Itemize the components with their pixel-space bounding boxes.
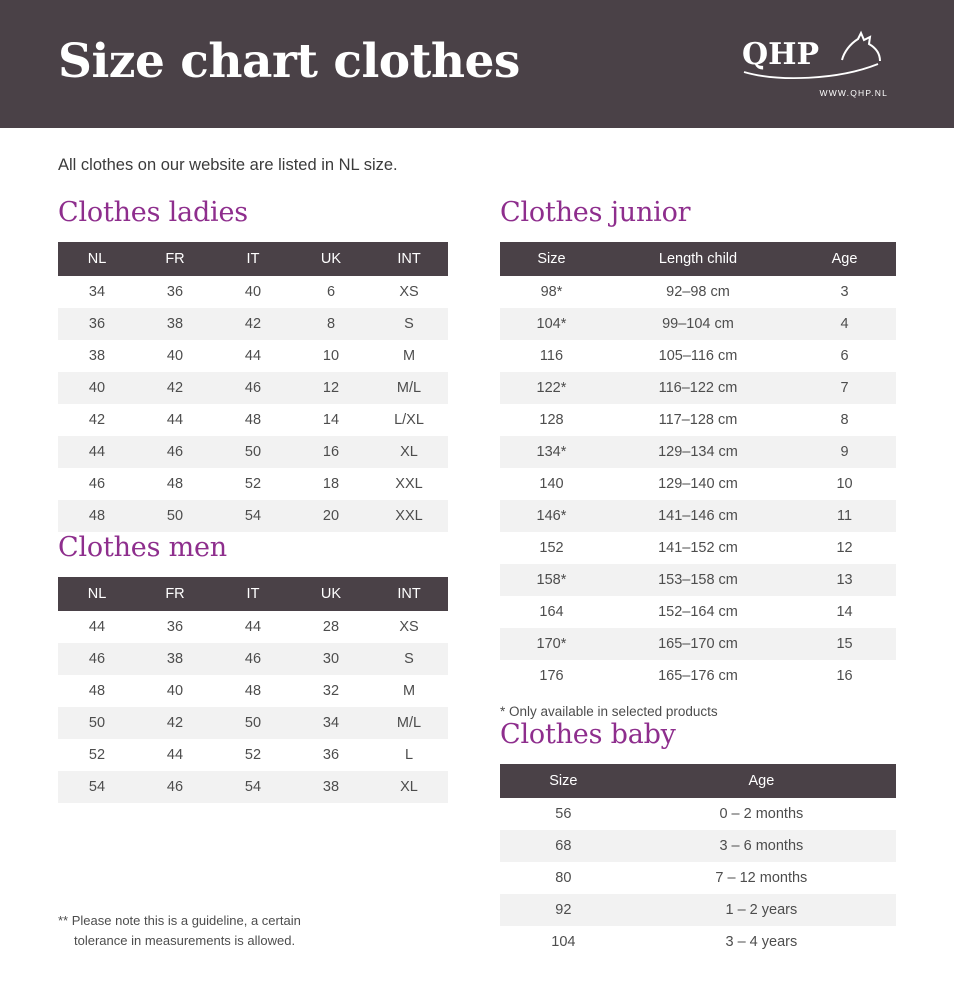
table-row xyxy=(500,830,896,862)
cell: 38 xyxy=(166,316,184,332)
cell: 153–158 cm xyxy=(658,572,738,588)
cell: 38 xyxy=(88,348,106,364)
cell: 8 xyxy=(326,316,336,332)
column-header: Age xyxy=(627,764,896,798)
cell: 6 xyxy=(326,284,336,300)
column-header: Length child xyxy=(603,242,793,276)
baby-heading: Clothes baby xyxy=(500,719,676,750)
cell: 20 xyxy=(322,508,340,524)
cell: 40 xyxy=(244,284,262,300)
cell: XL xyxy=(400,779,418,795)
cell: 141–146 cm xyxy=(658,508,738,524)
right-column xyxy=(500,197,896,958)
column-header: Size xyxy=(500,242,603,276)
table-row xyxy=(58,404,448,436)
table-row xyxy=(500,894,896,926)
cell: 48 xyxy=(88,683,106,699)
table-row xyxy=(500,798,896,830)
cell: XS xyxy=(399,619,419,635)
column-header: INT xyxy=(370,242,448,276)
cell: XS xyxy=(399,284,419,300)
cell: 165–170 cm xyxy=(658,636,738,652)
cell: 48 xyxy=(244,412,262,428)
cell: 52 xyxy=(88,747,106,763)
column-header: IT xyxy=(214,242,292,276)
table-row xyxy=(58,739,448,771)
table-row xyxy=(500,468,896,500)
cell: 122* xyxy=(536,380,567,396)
table-row xyxy=(500,596,896,628)
cell: 104* xyxy=(536,316,567,332)
cell: 32 xyxy=(322,683,340,699)
table-row xyxy=(58,276,448,308)
column-header: UK xyxy=(292,242,370,276)
cell: 9 xyxy=(840,444,849,460)
cell: 10 xyxy=(322,348,340,364)
cell: 14 xyxy=(322,412,340,428)
junior-table xyxy=(500,242,896,692)
ladies-table xyxy=(58,242,448,532)
cell: 44 xyxy=(88,619,106,635)
cell: 68 xyxy=(555,838,572,854)
column-header: FR xyxy=(136,577,214,611)
table-row xyxy=(58,611,448,643)
cell: L xyxy=(404,747,414,763)
cell: 128 xyxy=(539,412,564,428)
cell: 48 xyxy=(88,508,106,524)
cell: XXL xyxy=(395,508,423,524)
cell: 50 xyxy=(166,508,184,524)
cell: 42 xyxy=(244,316,262,332)
cell: 50 xyxy=(244,444,262,460)
cell: 46 xyxy=(88,476,106,492)
page-header xyxy=(0,0,954,128)
cell: 3 – 6 months xyxy=(719,838,804,854)
table-row xyxy=(58,771,448,803)
cell: S xyxy=(404,651,414,667)
table-row xyxy=(500,628,896,660)
cell: 44 xyxy=(244,619,262,635)
column-header: INT xyxy=(370,577,448,611)
table-row xyxy=(500,404,896,436)
cell: 0 – 2 months xyxy=(719,806,804,822)
cell: 16 xyxy=(322,444,340,460)
cell: M/L xyxy=(396,380,422,396)
table-header-row xyxy=(500,242,896,276)
cell: 36 xyxy=(166,619,184,635)
cell: 10 xyxy=(836,476,853,492)
cell: 40 xyxy=(166,683,184,699)
baby-table xyxy=(500,764,896,958)
cell: 129–134 cm xyxy=(658,444,738,460)
cell: 15 xyxy=(836,636,853,652)
cell: 8 xyxy=(840,412,849,428)
junior-heading: Clothes junior xyxy=(500,197,691,228)
cell: 38 xyxy=(322,779,340,795)
cell: 44 xyxy=(88,444,106,460)
table-row xyxy=(58,707,448,739)
table-row xyxy=(58,500,448,532)
cell: 158* xyxy=(536,572,567,588)
cell: 165–176 cm xyxy=(658,668,738,684)
cell: 50 xyxy=(244,715,262,731)
table-row xyxy=(500,372,896,404)
cell: 48 xyxy=(166,476,184,492)
ladies-heading: Clothes ladies xyxy=(58,197,248,228)
cell: 54 xyxy=(244,779,262,795)
cell: 44 xyxy=(166,412,184,428)
cell: M xyxy=(402,683,416,699)
cell: 36 xyxy=(322,747,340,763)
cell: 52 xyxy=(244,747,262,763)
cell: L/XL xyxy=(394,412,424,428)
cell: 3 – 4 years xyxy=(725,934,798,950)
cell: 46 xyxy=(166,779,184,795)
cell: 46 xyxy=(88,651,106,667)
column-header: FR xyxy=(136,242,214,276)
table-row xyxy=(500,500,896,532)
content-columns xyxy=(0,197,954,958)
column-header: UK xyxy=(292,577,370,611)
cell: 152–164 cm xyxy=(658,604,738,620)
intro-text: All clothes on our website are listed in NL size. xyxy=(58,156,398,174)
cell: 13 xyxy=(836,572,853,588)
cell: 12 xyxy=(322,380,340,396)
junior-note: * Only available in selected products xyxy=(500,704,718,719)
cell: 42 xyxy=(88,412,106,428)
table-row xyxy=(500,532,896,564)
cell: 99–104 cm xyxy=(662,316,734,332)
table-header-row xyxy=(58,242,448,276)
column-header: NL xyxy=(58,577,136,611)
table-row xyxy=(500,564,896,596)
svg-text:QHP: QHP xyxy=(742,37,820,72)
cell: 3 xyxy=(840,284,849,300)
cell: 36 xyxy=(88,316,106,332)
cell: XXL xyxy=(395,476,423,492)
men-heading: Clothes men xyxy=(58,532,227,563)
table-row xyxy=(58,308,448,340)
cell: 7 xyxy=(840,380,849,396)
table-row xyxy=(58,372,448,404)
table-header-row xyxy=(58,577,448,611)
men-table xyxy=(58,577,448,803)
column-header: IT xyxy=(214,577,292,611)
table-row xyxy=(500,660,896,692)
cell: 170* xyxy=(536,636,567,652)
cell: 12 xyxy=(836,540,853,556)
cell: 11 xyxy=(836,508,853,524)
table-row xyxy=(500,276,896,308)
cell: 38 xyxy=(166,651,184,667)
cell: 7 – 12 months xyxy=(715,870,808,886)
cell: M xyxy=(402,348,416,364)
cell: 40 xyxy=(88,380,106,396)
cell: 164 xyxy=(539,604,564,620)
cell: 92 xyxy=(555,902,572,918)
left-column xyxy=(58,197,448,958)
cell: 6 xyxy=(840,348,849,364)
footnote-line-2: tolerance in measurements is allowed. xyxy=(74,932,296,948)
cell: 28 xyxy=(322,619,340,635)
cell: 92–98 cm xyxy=(666,284,730,300)
footnote-line-1: ** Please note this is a guideline, a certain xyxy=(58,913,301,928)
cell: 46 xyxy=(244,651,262,667)
cell: 98* xyxy=(540,284,563,300)
table-row xyxy=(58,468,448,500)
cell: 18 xyxy=(322,476,340,492)
table-row xyxy=(500,436,896,468)
column-header: NL xyxy=(58,242,136,276)
cell: 117–128 cm xyxy=(658,412,738,428)
cell: 44 xyxy=(244,348,262,364)
column-header: Age xyxy=(793,242,896,276)
cell: 104 xyxy=(551,934,576,950)
cell: 140 xyxy=(539,476,564,492)
column-header: Size xyxy=(500,764,627,798)
cell: 56 xyxy=(555,806,572,822)
cell: 50 xyxy=(88,715,106,731)
cell: 46 xyxy=(244,380,262,396)
brand-logo xyxy=(738,30,896,98)
cell: 16 xyxy=(836,668,853,684)
table-row xyxy=(58,675,448,707)
cell: 30 xyxy=(322,651,340,667)
table-row xyxy=(58,436,448,468)
cell: 36 xyxy=(166,284,184,300)
guideline-footnote xyxy=(58,911,418,950)
table-row xyxy=(500,308,896,340)
table-row xyxy=(500,862,896,894)
cell: 42 xyxy=(166,715,184,731)
cell: 42 xyxy=(166,380,184,396)
cell: 34 xyxy=(322,715,340,731)
cell: 129–140 cm xyxy=(658,476,738,492)
cell: 134* xyxy=(536,444,567,460)
cell: 4 xyxy=(840,316,849,332)
qhp-logo-icon xyxy=(738,30,890,86)
cell: 54 xyxy=(244,508,262,524)
cell: 44 xyxy=(166,747,184,763)
cell: S xyxy=(404,316,414,332)
cell: 152 xyxy=(539,540,564,556)
cell: XL xyxy=(400,444,418,460)
cell: 116 xyxy=(539,348,564,364)
cell: 116–122 cm xyxy=(658,380,738,396)
cell: 46 xyxy=(166,444,184,460)
cell: 52 xyxy=(244,476,262,492)
table-row xyxy=(58,340,448,372)
cell: 48 xyxy=(244,683,262,699)
table-row xyxy=(500,340,896,372)
cell: 40 xyxy=(166,348,184,364)
table-row xyxy=(500,926,896,958)
cell: 80 xyxy=(555,870,572,886)
cell: 141–152 cm xyxy=(658,540,738,556)
cell: 1 – 2 years xyxy=(725,902,798,918)
cell: 105–116 cm xyxy=(658,348,738,364)
logo-url-text: WWW.QHP.NL xyxy=(819,88,888,98)
cell: 14 xyxy=(836,604,853,620)
cell: 146* xyxy=(536,508,567,524)
cell: 176 xyxy=(539,668,564,684)
page-title: Size chart clothes xyxy=(58,33,520,89)
cell: M/L xyxy=(396,715,422,731)
table-row xyxy=(58,643,448,675)
cell: 54 xyxy=(88,779,106,795)
cell: 34 xyxy=(88,284,106,300)
table-header-row xyxy=(500,764,896,798)
